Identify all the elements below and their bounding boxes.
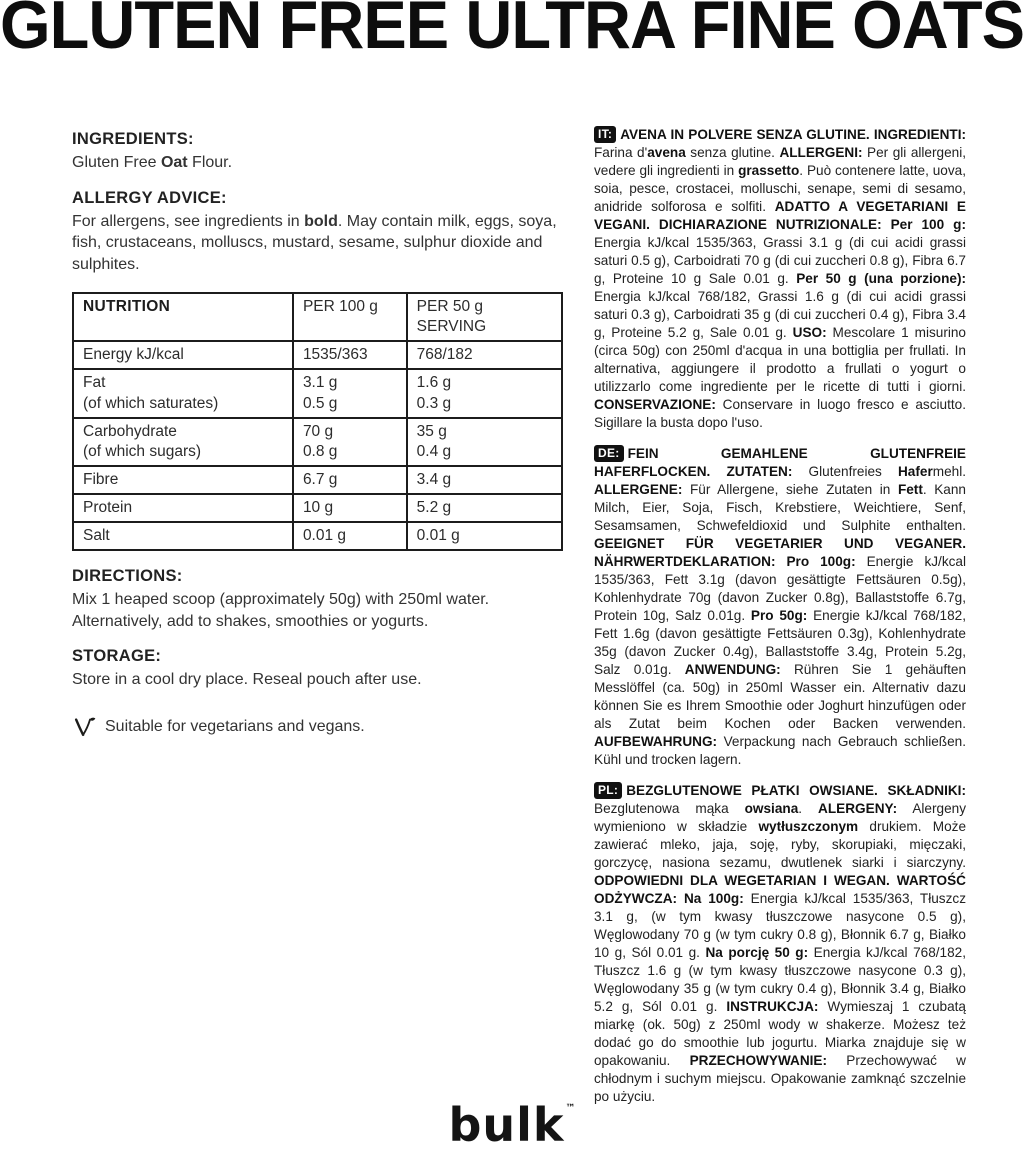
table-row-salt: Salt 0.01 g 0.01 g (73, 522, 562, 550)
nutrition-header-row (73, 293, 562, 341)
nutrition-header: NUTRITION (73, 293, 293, 341)
german-section (594, 445, 966, 769)
directions-heading: DIRECTIONS: (72, 567, 183, 586)
english-column (72, 130, 565, 739)
vegetarian-note (72, 715, 565, 739)
polish-text: BEZGLUTENOWE PŁATKI OWSIANE. SKŁADNIKI: Bezglutenowa mąka owsiana. ALERGENY: Alergeny wymieniono w składzie wytłuszczonym drukiem. Może zawierać mleko, jaja, soję, ryby, skorupiaki, mięczaki, gorczycę, nasiona sezamu, dwutlenek siarki i siarczyny. ODPOWIEDNI DLA WEGETARIAN I WEGAN. WARTOŚĆ ODŻYWCZA: Na 100g: Energia kJ/kcal 1535/363, Tłuszcz 3.1 g, (w tym kwasy tłuszczowe nasycone 0.5 g), Węglowodany 70 g (w tym cukry 0.8 g), Błonnik 6.7 g, Białko 10 g, Sól 0.01 g. Na porcję 50 g: Energia kJ/kcal 768/182, Tłuszcz 1.6 g (w tym kwasy tłuszczowe nasycone 0.3 g), Węglowodany 35 g (w tym cukry 0.4 g), Błonnik 3.4 g, Białko 5.2 g, Sól 0.01 g. INSTRUKCJA: Wymieszaj 1 czubatą miarkę (ok. 50g) z 250ml wody w shakerze. Możesz też dodać go do smoothie lub jogurtu. Miarka znajduje się w opakowaniu. PRZECHOWYWANIE: Przechowywać w chłodnym i suchym miejscu. Opakowanie zamknąć szczelnie po użyciu. (594, 783, 967, 1104)
italian-text: AVENA IN POLVERE SENZA GLUTINE. INGREDIENTI: Farina d'avena senza glutine. ALLERGENI: Per gli allergeni, vedere gli ingredienti in grassetto. Può contenere latte, uova, soia, pesce, crostacei, molluschi, senape, semi di sesamo, anidride solforosa e solfiti. ADATTO A VEGETARIANI E VEGANI. DICHIARAZIONE NUTRIZIONALE: Per 100 g: Energia kJ/kcal 1535/363, Grassi 3.1 g (di cui acidi grassi saturi 0.5 g), Carboidrati 70 g (di cui zuccheri 0.8 g), Fibra 6.7 g, Proteine 10 g Sale 0.01 g. Per 50 g (una porzione): Energia kJ/kcal 768/182, Grassi 1.6 g (di cui acidi grassi saturi 0.3 g), Carboidrati 35 g (di cui zuccheri 0.4 g), Fibra 3.4 g, Proteine 5.2 g, Sale 0.01 g. USO: Mescolare 1 misurino (circa 50g) con 250ml d'acqua in una bottiglia per frullati. In alternativa, aggiungere il prodotto a frullati o yogurt o utilizzarlo come ingrediente per le ricette di tutti i giorni. CONSERVAZIONE: Conservare in luogo fresco e asciutto. Sigillare la busta dopo l'uso. (594, 127, 967, 430)
table-row-protein: Protein 10 g 5.2 g (73, 494, 562, 522)
vegetarian-text: Suitable for vegetarians and vegans. (105, 717, 365, 735)
translations-column (594, 126, 966, 1119)
product-title: GLUTEN FREE ULTRA FINE OATS (0, 0, 1024, 54)
polish-section (594, 782, 966, 1106)
nutrition-table (72, 292, 563, 551)
storage-heading: STORAGE: (72, 647, 162, 666)
ingredients-text: Gluten Free Oat Flour. (72, 154, 233, 171)
bulk-logo: bulk™ (448, 1098, 576, 1152)
lang-badge-it: IT: (594, 126, 616, 143)
per50-header: PER 50 g SERVING (407, 293, 562, 341)
storage-text: Store in a cool dry place. Reseal pouch after use. (72, 671, 422, 689)
vegetarian-v-leaf-icon (72, 715, 96, 739)
lang-badge-pl: PL: (594, 782, 622, 799)
ingredients-section (72, 130, 565, 174)
storage-section (72, 647, 565, 691)
directions-text: Mix 1 heaped scoop (approximately 50g) with 250ml water. Alternatively, add to shakes, smoothies or yogurts. (72, 591, 490, 630)
german-text: FEIN GEMAHLENE GLUTENFREIE HAFERFLOCKEN. ZUTATEN: Glutenfreies Hafermehl. ALLERGENE: Für Allergene, siehe Zutaten in Fett. Kann Milch, Eier, Soja, Fisch, Krebstiere, Weichtiere, Senf, Sesamsamen, Schwefeldioxid und Sulphite enthalten. GEEIGNET FÜR VEGETARIER UND VEGANER. NÄHRWERTDEKLARATION: Pro 100g: Energie kJ/kcal 1535/363, Fett 3.1g (davon gesättigte Fettsäuren 0.5g), Kohlenhydrate 70g (davon Zucker 0.8g), Ballaststoffe 6.7g, Protein 10g, Salz 0.01g. Pro 50g: Energie kJ/kcal 768/182, Fett 1.6g (davon gesättigte Fettsäuren 0.3g), Kohlenhydrate 35g (davon Zucker 0.4g), Ballaststoffe 3.4g, Protein 5.2g, Salz 0.01g. ANWENDUNG: Rühren Sie 1 gehäuften Messlöffel (ca. 50g) in 250ml Wasser ein. Alternativ dazu können Sie es Ihrem Smoothie oder Joghurt hinzufügen oder als Zutat beim Kochen oder Backen verwenden. AUFBEWAHRUNG: Verpackung nach Gebrauch schließen. Kühl und trocken lagern. (594, 446, 967, 767)
allergy-text: For allergens, see ingredients in bold. May contain milk, eggs, soya, fish, crustaceans, molluscs, mustard, sesame, sulphur dioxide and sulphites. (72, 212, 557, 273)
lang-badge-de: DE: (594, 445, 624, 462)
allergy-heading: ALLERGY ADVICE: (72, 188, 227, 207)
product-title-bar (0, 0, 1024, 54)
brand-logo-area (0, 1098, 1024, 1152)
directions-section (72, 567, 565, 632)
table-row-carbohydrate: Carbohydrate (of which sugars) 70 g 0.8 g 35 g 0.4 g (73, 418, 562, 466)
table-row-energy: Energy kJ/kcal 1535/363 768/182 (73, 341, 562, 369)
per100-header: PER 100 g (293, 293, 407, 341)
trademark-symbol: ™ (565, 1103, 576, 1114)
ingredients-heading: INGREDIENTS: (72, 130, 194, 148)
allergy-section (72, 189, 565, 276)
italian-section (594, 126, 966, 432)
table-row-fibre: Fibre 6.7 g 3.4 g (73, 466, 562, 494)
table-row-fat: Fat (of which saturates) 3.1 g 0.5 g 1.6 g 0.3 g (73, 369, 562, 417)
